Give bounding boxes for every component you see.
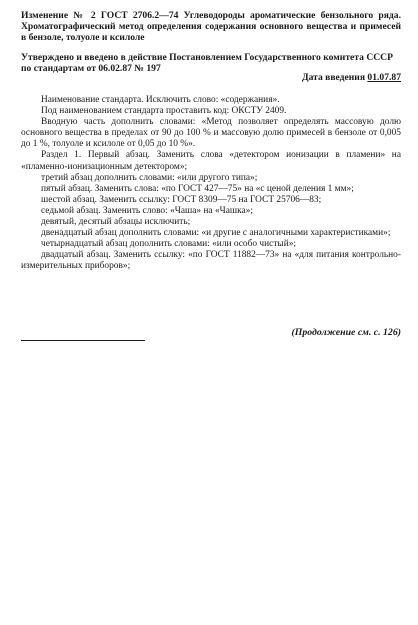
document-body bbox=[21, 95, 401, 273]
paragraph-name-change: Наименование стандарта. Исключить слово: «содержания». bbox=[41, 95, 280, 105]
paragraph-ninth-tenth: девятый, десятый абзацы исключить; bbox=[41, 217, 191, 228]
effective-date-label: Дата введения bbox=[301, 72, 366, 83]
continuation-note: (Продолжение см. с. 126) bbox=[291, 327, 401, 338]
approval-statement: Утверждено и введено в действие Постановлением Государственного комитета СССР по стандартам от 06.02.87 № 197 bbox=[21, 52, 393, 75]
paragraph-third: третий абзац дополнить словами: «или другого типа»; bbox=[41, 172, 258, 183]
effective-date-value: 01.07.87 bbox=[367, 72, 401, 83]
paragraph-sixth: шестой абзац. Заменить ссылку: ГОСТ 8309—75 на ГОСТ 25706—83; bbox=[41, 194, 322, 205]
paragraph-twentieth: двадцатый абзац. Заменить ссылку: «по ГОСТ 11882—73» на «для питания контрольно-измерительных приборов»; bbox=[21, 250, 401, 272]
paragraph-code: Под наименованием стандарта проставить код: ОКСТУ 2409. bbox=[41, 106, 287, 117]
paragraph-fifth: пятый абзац. Заменить слова: «по ГОСТ 427—75» на «с ценой деления 1 мм»; bbox=[41, 183, 354, 194]
document-title: Изменение № 2 ГОСТ 2706.2—74 Углеводороды ароматические бензольного ряда. Хроматографический метод определения содержания основного вещества и примесей в бензоле, толуоле и ксилоле bbox=[21, 10, 401, 44]
effective-date-line bbox=[302, 72, 401, 83]
paragraph-twelfth: двенадцатый абзац дополнить словами: «и другие с аналогичными характеристиками»; bbox=[41, 228, 391, 239]
paragraph-fourteenth: четырнадцатый абзац дополнить словами: «или особо чистый»; bbox=[41, 239, 297, 250]
paragraph-section-1: Раздел 1. Первый абзац. Заменить слова «детектором ионизации в пламени» на «пламенно-ионизационным детектором»; bbox=[21, 150, 401, 172]
paragraph-intro: Вводную часть дополнить словами: «Метод позволяет определять массовую долю основного вещества в пределах от 90 до 100 % и массовую долю примесей в бензоле от 0,005 до 1 %, толуоле и ксилоле от 0,05 до 10 %». bbox=[21, 117, 401, 150]
paragraph-seventh: седьмой абзац. Заменить слово: «Чаша» на «Чашка»; bbox=[41, 205, 253, 216]
footer-rule bbox=[21, 340, 145, 341]
